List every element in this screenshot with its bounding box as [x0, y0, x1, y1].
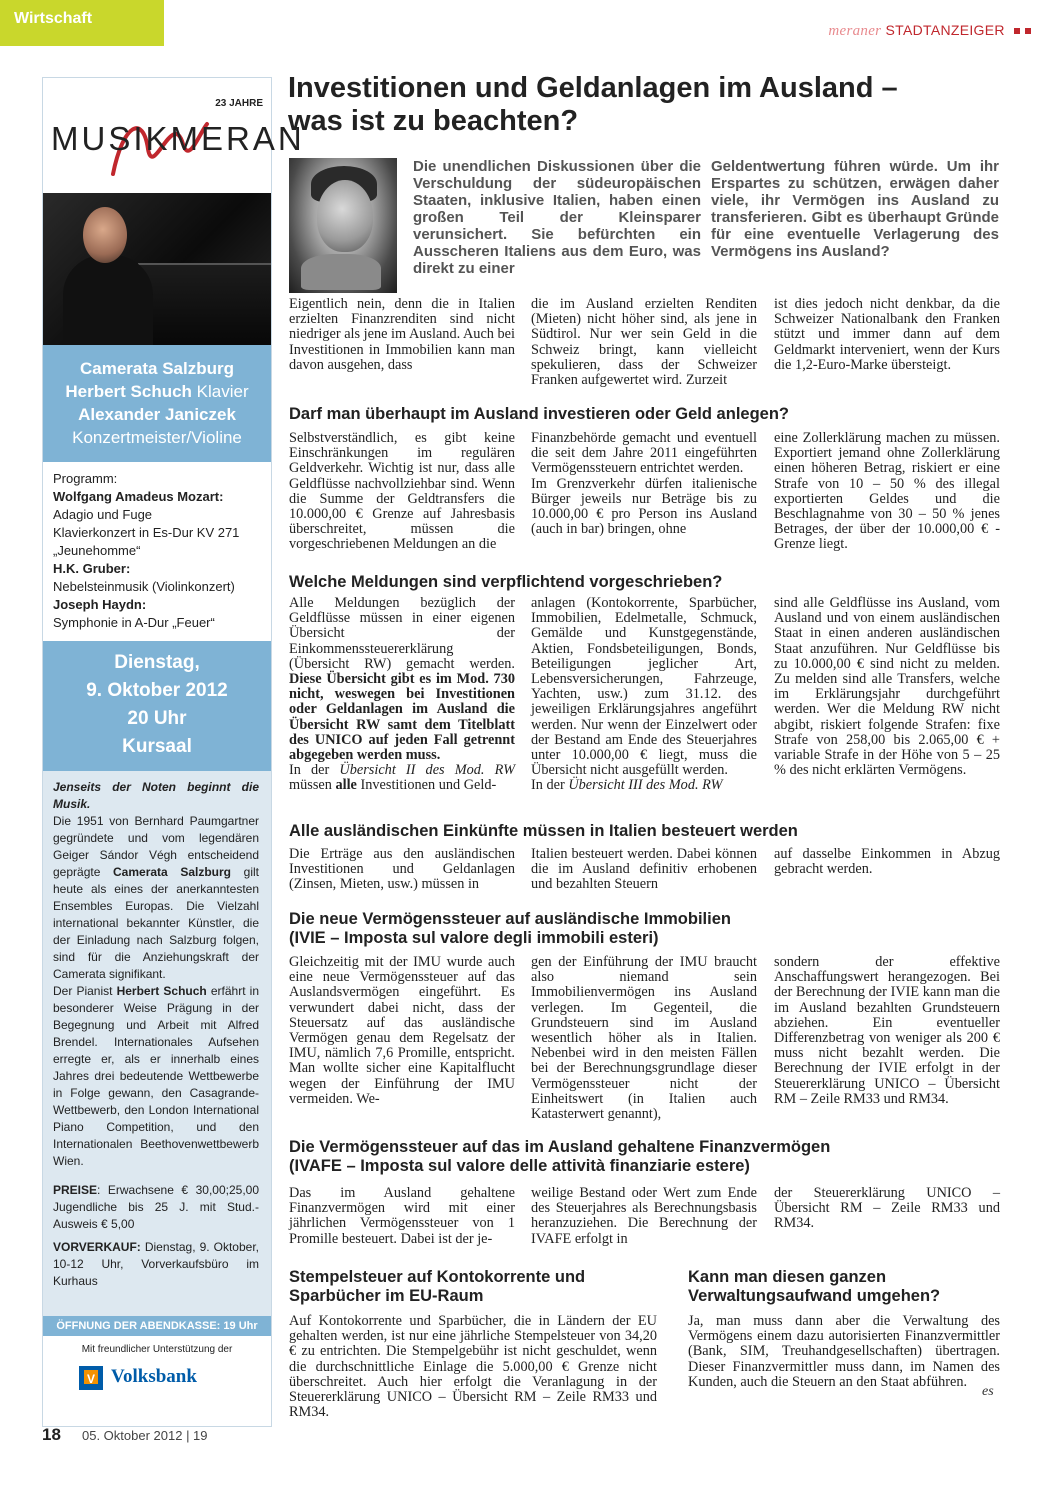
section-heading: Kann man diesen ganzen Verwaltungsaufwand umgehen? — [688, 1268, 941, 1305]
box-office-note: ÖFFNUNG DER ABENDKASSE: 19 Uhr — [43, 1316, 271, 1336]
pianist-photo — [43, 193, 271, 345]
section-column: weilige Bestand oder Wert zum Ende des Steuerjahres als Berechnungsbasis heranzuziehen. Die Berechnung der IVAFE erfolgt in — [531, 1185, 757, 1247]
section-heading: Darf man überhaupt im Ausland investieren oder Geld anlegen? — [289, 405, 789, 423]
concert-performers — [43, 345, 271, 462]
article-lead: Geldentwertung führen würde. Um ihr Erspartes zu schützen, erwägen daher viele, ihr Vermögen ins Ausland zu transferieren. Gibt es überhaupt Gründe für eine eventuelle Verlagerung des Vermögens ins Ausland? — [711, 158, 999, 260]
volksbank-wordmark: Volksbank — [111, 1366, 197, 1387]
concert-date — [43, 641, 271, 771]
article-lead: Die unendlichen Diskussionen über die Verschuldung der südeuropäischen Staaten, inklusive Italien, haben einen großen Teil der Kleinsparer verunsichert. Sie befürchten ein Ausscheren Italiens aus dem Euro, was direkt zu einer — [413, 158, 701, 277]
intro-column: Eigentlich nein, denn die in Italien erzielten Finanzrenditen sind nicht niedriger als jene im Ausland. Auch bei Investitionen in Immobilien kann man davon ausgehen, dass — [289, 296, 515, 373]
pianist-name: Herbert Schuch — [65, 382, 192, 401]
intro-column: die im Ausland erzielten Renditen (Mieten) nicht höher sind, als jene in Südtirol. Nur wer sein Geld in die Schweiz bringt, kann vielleicht spekulieren, dass der Schweizer Franken aufgewertet wird. Zurzeit — [531, 296, 757, 389]
masthead — [828, 22, 1031, 40]
program-work: „Jeunehomme“ — [53, 543, 141, 558]
program-work: Symphonie in A-Dur „Feuer“ — [53, 615, 215, 630]
info-prices: PREISE: Erwachsene € 30,00;25,00 Jugendliche bis 25 J. mit Stud.-Ausweis € 5,00 — [53, 1183, 259, 1231]
section-column: gen der Einführung der IMU braucht also niemand sein Immobilienvermögen ins Ausland verlegen. Im Gegenteil, die Grundsteuern sind im Ausland wesentlich höher als in Italien. Nebenbei wird in den meisten Fällen bei der Berechnungsgrundlage dieser Vermögenssteuer nicht der Einheitswert (in Italien auch Katasterwert genannt), — [531, 954, 757, 1123]
info-presale: VORVERKAUF: Dienstag, 9. Oktober, 10-12 Uhr, Vorverkaufsbüro im Kurhaus — [53, 1240, 259, 1288]
section-column: Selbstverständlich, es gibt keine Einschränkungen im regulären Geldverkehr. Wichtig ist nur, dass alle Geldflüsse nachvollziehbar sind. Wenn die Summe der Geldtransfers die 10.000,00 € Grenze auf Jahresbasis überschreitet, müssen die vorgeschriebenen Meldungen an die — [289, 430, 515, 553]
logo-years: 23 JAHRE — [215, 98, 263, 109]
section-heading: Welche Meldungen sind verpflichtend vorgeschrieben? — [289, 573, 723, 591]
section-column: auf dasselbe Einkommen in Abzug gebracht werden. — [774, 846, 1000, 878]
issue-date: 05. Oktober 2012 | 19 — [82, 1428, 208, 1443]
masthead-title: STADTANZEIGER — [885, 22, 1005, 38]
violinist-name: Alexander Janiczek — [78, 405, 236, 424]
page-number: 18 — [42, 1425, 61, 1444]
composer-gruber: H.K. Gruber: — [53, 561, 131, 576]
section-column: Gleichzeitig mit der IMU wurde auch eine neue Vermögenssteuer auf das Auslandsvermögen eingeführt. Es verwundert dabei nicht, dass der Steuersatz auf das ausländische Vermögen genau dem Regelsatz der IMU, nämlich 7,6 Promille, entspricht. Man wollte sicher eine Kapitalflucht wegen der Einführung der IMU vermeiden. We- — [289, 954, 515, 1107]
author-initials: es — [982, 1384, 994, 1399]
composer-mozart: Wolfgang Amadeus Mozart: — [53, 489, 224, 504]
section-heading: Die Vermögenssteuer auf das im Ausland gehaltene Finanzvermögen (IVAFE – Imposta sul valore delle attività finanziarie estere) — [289, 1138, 831, 1175]
section-column: Die Erträge aus den ausländischen Investitionen und Geldanlagen (Zinsen, Mieten, usw.) müssen in — [289, 846, 515, 893]
section-heading: Die neue Vermögenssteuer auf ausländische Immobilien (IVIE – Imposta sul valore degli immobili esteri) — [289, 910, 731, 947]
musikmeran-logo — [43, 78, 305, 193]
section-column: Das im Ausland gehaltene Finanzvermögen wird mit einer jährlichen Vermögenssteuer von 1 Promille besteuert. Dabei ist der je- — [289, 1185, 515, 1247]
section-column: sind alle Geldflüsse ins Ausland, vom Ausland und von einem ausländischen Staat in einen anderen ausländischen Staat anzuführen. Nur Geldflüsse bis zu 10.000,00 € sind nicht zu melden. Zu melden sind alle Transfers, welche im Erklärungsjahr durchgeführt werden. Wer die Meldung RW nicht abgibt, riskiert folgende Strafen: fixe Strafe von 258,00 bis 2.065,00 € + variable Strafe in der Höhe von 5 – 25 % des nicht erklärten Vermögens. — [774, 595, 1000, 779]
section-column: anlagen (Kontokorrente, Sparbücher, Immobilien, Edelmetalle, Schmuck, Gemälde und Kunstgegenstände, Aktien, Fondsbeteiligungen, Bonds, Beteiligungen jeglicher Art, Lebensversicherungen, Fahrzeuge, Yachten, usw.) zum 31.12. des jeweiligen Erklärungsjahres angeführt werden. Nur wenn der Einzelwert oder der Bestand am Ende des Steuerjahres unter 10.000,00 € liegt, muss die Übersicht nicht ausgefüllt werden. In der Übersicht III des Mod. RW — [531, 595, 757, 794]
concert-time: 20 Uhr — [127, 708, 187, 729]
masthead-square-icon — [1025, 28, 1031, 34]
concert-program — [53, 470, 265, 632]
section-column: Ja, man muss dann aber die Verwaltung des Vermögens einem dazu autorisierten Finanzvermittler (Bank, SIM, Treuhandgesellschaften) übertragen. Dieser Finanzvermittler muss dann, im Namen des Kunden, auch die Steuern an den Staat abführen. — [688, 1313, 1000, 1390]
section-column: Auf Kontokorrente und Sparbücher, die in Ländern der EU gehalten werden, ist nur eine jährliche Stempelsteuer von 34,20 € zu entrichten. Die Stempelgebühr ist nicht geschuldet, wenn die durchschnittliche Einlage die 5.000,00 € Grenze nicht überschreitet. Auch hier erfolgt die Veranlagung in der Steuererklärung UNICO – Übersicht RM – Zeile RM33 und RM34. — [289, 1313, 657, 1421]
article-headline: Investitionen und Geldanlagen im Ausland – was ist zu beachten? — [288, 72, 898, 137]
program-label: Programm: — [53, 471, 118, 486]
concert-venue: Kursaal — [122, 736, 192, 757]
section-column: Italien besteuert werden. Dabei können die im Ausland definitiv erhobenen und bezahlten Steuern — [531, 846, 757, 893]
concert-sidebar — [42, 77, 305, 1427]
concert-day: Dienstag, — [114, 652, 200, 673]
intro-column: ist dies jedoch nicht denkbar, da die Schweizer Nationalbank den Franken stützt und immer dann auf dem Geldmarkt interveniert, wenn der Kurs die 1,2-Euro-Marke übersteigt. — [774, 296, 1000, 373]
info-text — [53, 779, 259, 1290]
concert-date-text: 9. Oktober 2012 — [86, 680, 228, 701]
support-line: Mit freundlicher Unterstützung der — [81, 1344, 233, 1355]
info-intro: Jenseits der Noten beginnt die Musik. — [53, 780, 259, 811]
section-column: Finanzbehörde gemacht und eventuell die seit dem Jahre 2011 eingeführten Vermögenssteuern entrichtet werden. Im Grenzverkehr dürfen italienische Bürger jeweils nur Beträge bis zu 10.000,00 € pro Person ins Ausland (auch in bar) bringen, ohne — [531, 430, 757, 538]
volksbank-mark-icon: V — [79, 1366, 103, 1390]
section-tag: Wirtschaft — [0, 0, 164, 46]
volksbank-logo — [79, 1364, 239, 1394]
composer-haydn: Joseph Haydn: — [53, 597, 147, 612]
section-heading: Stempelsteuer auf Kontokorrente und Sparbücher im EU-Raum — [289, 1268, 586, 1305]
program-work: Nebelsteinmusik (Violinkonzert) — [53, 579, 235, 594]
ensemble-name: Camerata Salzburg — [80, 359, 234, 378]
masthead-prefix: meraner — [828, 23, 882, 39]
logo-word: MUSIKMERAN — [51, 120, 305, 157]
masthead-square-icon — [1014, 28, 1020, 34]
info-paragraph: Der Pianist Herbert Schuch erfährt in besonderer Weise Prägung in der Begegnung und Arbeit mit Alfred Brendel. Internationales Aufsehen erregte er, als er innerhalb eines Jahres drei bedeutende Wettbewerbe in Folge gewann, den Casagrande-Wettbewerb, den London International Piano Competition, und den Internationalen Beethovenwettbewerb Wien. — [53, 984, 259, 1168]
section-column: Alle Meldungen bezüglich der Geldflüsse müssen in einer eigenen Übersicht der Einkommenssteuererklärung (Übersicht RW) gemacht werden. Diese Übersicht gibt es im Mod. 730 nicht, weswegen bei Investitionen oder Geldanlagen im Ausland die Übersicht RW samt dem Titelblatt des UNICO auf jeden Fall getrennt abgegeben werden muss. In der Übersicht II des Mod. RW müssen alle Investitionen und Geld- — [289, 595, 515, 794]
pianist-role: Klavier — [191, 382, 249, 401]
program-work: Klavierkonzert in Es-Dur KV 271 — [53, 525, 240, 540]
concert-info — [43, 771, 271, 1316]
section-column: eine Zollerklärung machen zu müssen. Exportiert jemand ohne Zollerklärung einen höheren Betrag, riskiert er eine Strafe von 10 – 50 % des illegal exportierten Geldes und die Beschlagnahme von 30 – 50 % jenes Betrages, der über der 10.000,00 € - Grenze liegt. — [774, 430, 1000, 553]
section-column: sondern der effektive Anschaffungswert herangezogen. Bei der Berechnung der IVIE kann man die im Ausland bezahlten Grundsteuern abziehen. Ein eventueller Differenzbetrag von weniger als 200 € muss nicht bezahlt werden. Die Berechnung der IVIE erfolgt in der Steuererklärung UNICO – Übersicht RM – Zeile RM33 und RM34. — [774, 954, 1000, 1107]
section-column: der Steuererklärung UNICO – Übersicht RM – Zeile RM33 und RM34. — [774, 1185, 1000, 1232]
program-work: Adagio und Fuge — [53, 507, 153, 522]
author-portrait — [289, 158, 397, 293]
section-heading: Alle ausländischen Einkünfte müssen in Italien besteuert werden — [289, 822, 798, 840]
info-paragraph: Die 1951 von Bernhard Paumgartner gegründete und vom legendären Geiger Sándor Végh entscheidend geprägte Camerata Salzburg gilt heute als eines der anerkanntesten Ensembles Europas. Die Vielzahl international bekannter Künstler, die der Einladung nach Salzburg folgen, sind für die Anziehungskraft der Camerata signifikant. — [53, 814, 259, 981]
violinist-role: Konzertmeister/Violine — [72, 428, 242, 447]
